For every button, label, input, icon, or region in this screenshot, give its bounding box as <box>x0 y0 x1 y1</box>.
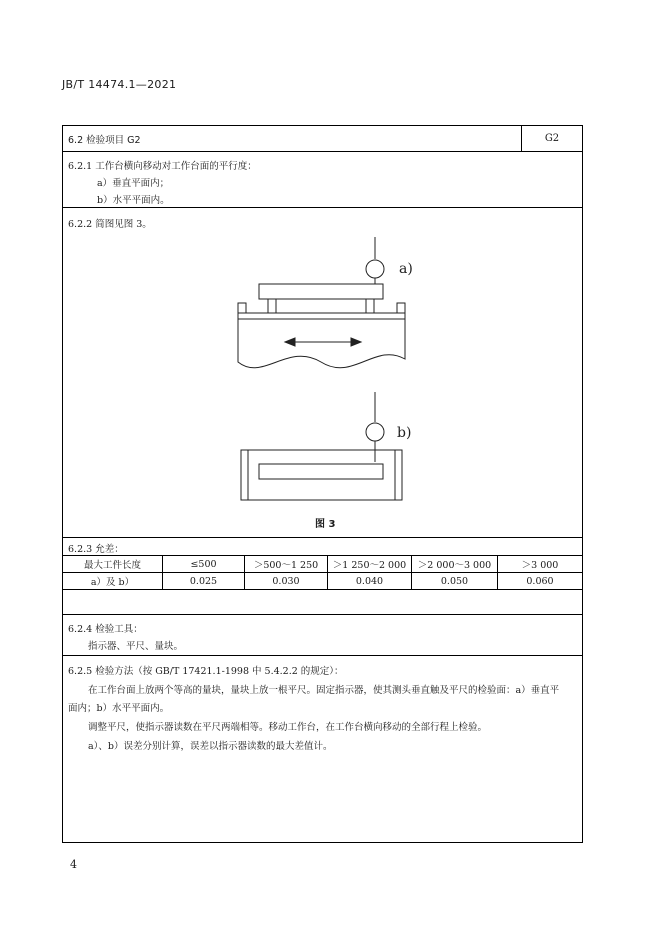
item-6-2-5-p1-line1: 在工作台面上放两个等高的量块，量块上放一根平尺。固定指示器，使其测头垂直触及平尺的检验面：a）垂直平 <box>88 685 560 696</box>
indicator-dial-b <box>366 423 384 441</box>
item-6-2-5-heading: 6.2.5 检验方法（按 GB/T 17421.1-1998 中 5.4.2.2 的规定）： <box>68 666 344 677</box>
table-cell: 0.060 <box>498 573 583 590</box>
item-6-2-4-heading: 6.2.4 检验工具： <box>68 624 143 635</box>
item-6-2-3-heading: 6.2.3 允差： <box>68 544 124 555</box>
figure-3-diagram <box>63 207 582 507</box>
indicator-dial-a <box>366 260 384 278</box>
item-6-2-4 <box>63 614 582 656</box>
item-6-2-2-heading: 6.2.2 简图见图 3。 <box>68 219 152 230</box>
section-title: 6.2 检验项目 G2 <box>68 135 141 146</box>
item-6-2-1-b: b）水平平面内。 <box>97 195 170 206</box>
label-b: b) <box>397 425 412 441</box>
item-6-2-3-heading-row <box>63 537 582 555</box>
figure-caption: 图 3 <box>315 519 336 530</box>
item-6-2-1 <box>63 151 582 208</box>
table-cell: 最大工件长度 <box>63 556 163 573</box>
blank-row <box>63 591 582 615</box>
tolerance-table <box>63 555 582 590</box>
table-cell: ＞500～1 250 <box>245 556 328 573</box>
table-cell: 0.050 <box>412 573 498 590</box>
table-cell: ≤500 <box>163 556 245 573</box>
straightedge-vertical <box>259 284 383 299</box>
table-cell: 0.025 <box>163 573 245 590</box>
worktable-top-view <box>241 450 402 500</box>
item-6-2-5-p1-line2: 面内；b）水平平面内。 <box>68 703 170 714</box>
item-6-2-4-tools: 指示器、平尺、量块。 <box>88 641 184 652</box>
table-cell: ＞1 250～2 000 <box>328 556 412 573</box>
item-6-2-1-heading: 6.2.1 工作台横向移动对工作台面的平行度： <box>68 161 257 172</box>
table-cell: 0.030 <box>245 573 328 590</box>
table-row <box>63 573 582 590</box>
table-cell: 0.040 <box>328 573 412 590</box>
section-title-row <box>63 126 582 152</box>
item-6-2-1-a: a）垂直平面内； <box>97 178 170 189</box>
straightedge-horizontal <box>259 464 383 479</box>
table-cell: a）及 b） <box>63 573 163 590</box>
inspection-form <box>62 125 583 843</box>
page-number: 4 <box>70 858 77 871</box>
item-code: G2 <box>521 126 582 151</box>
item-6-2-5 <box>63 655 582 842</box>
item-6-2-5-p3: a）、b）误差分别计算，误差以指示器读数的最大差值计。 <box>88 741 333 752</box>
label-a: a) <box>399 261 413 277</box>
table-cell: ＞3 000 <box>498 556 583 573</box>
worktable-body <box>238 319 405 368</box>
table-cell: ＞2 000～3 000 <box>412 556 498 573</box>
item-6-2-2 <box>63 207 582 538</box>
table-header-row <box>63 556 582 573</box>
standard-number: JB/T 14474.1—2021 <box>62 78 177 91</box>
item-6-2-5-p2: 调整平尺，使指示器读数在平尺两端相等。移动工作台，在工作台横向移动的全部行程上检验。 <box>88 722 488 733</box>
